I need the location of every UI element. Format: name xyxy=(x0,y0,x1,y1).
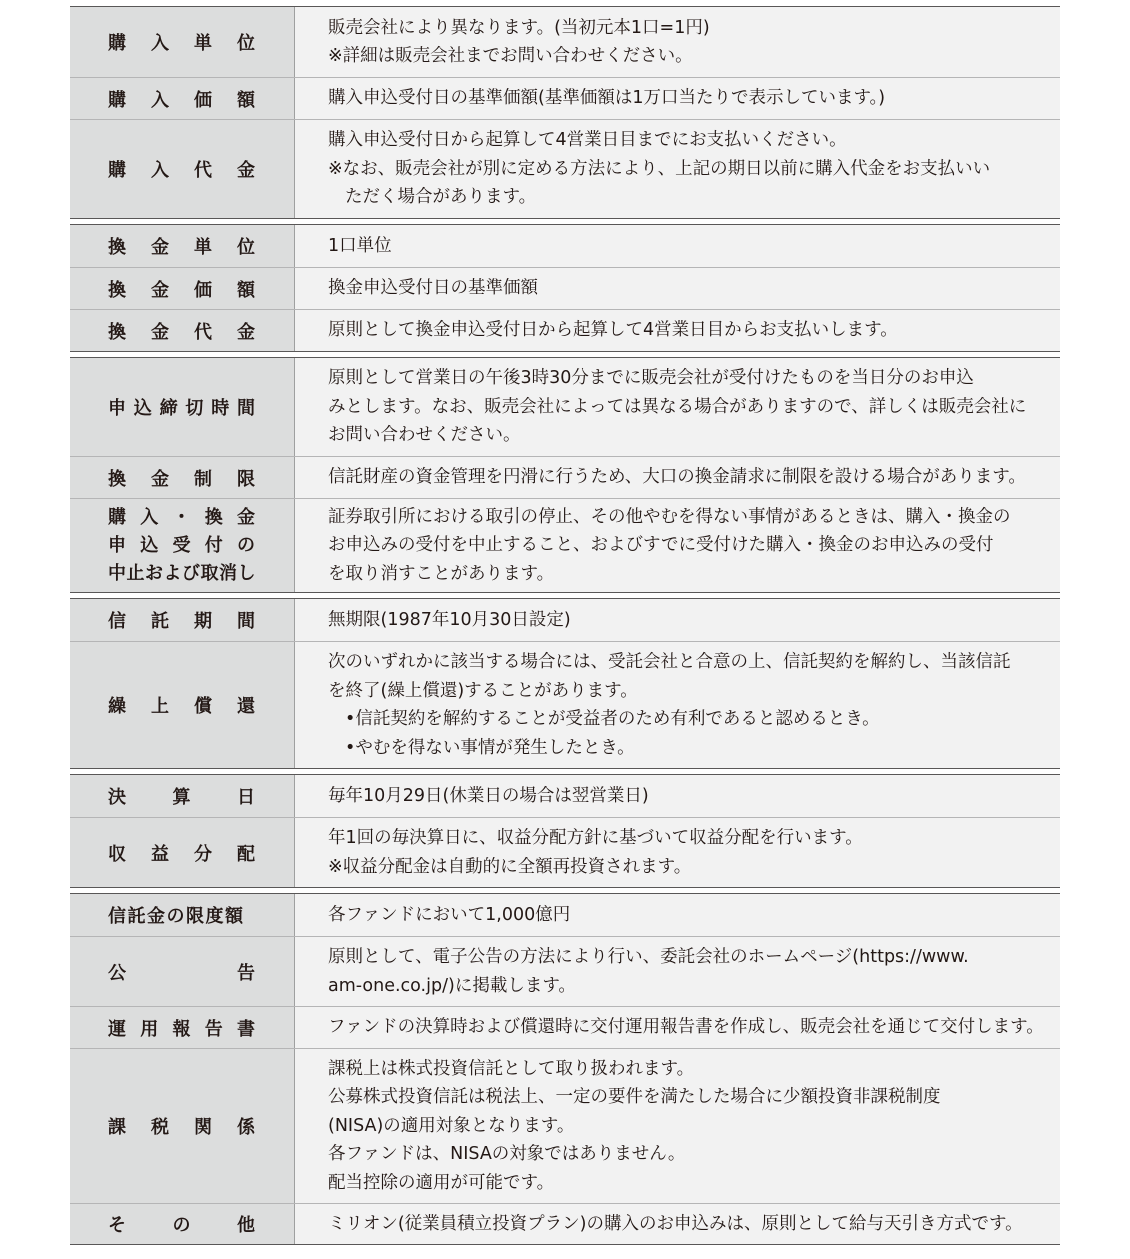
table-row xyxy=(70,309,1060,351)
row-content: 購入申込受付日の基準価額(基準価額は1万口当たりで表示しています。) xyxy=(295,78,1060,119)
row-label: 換 金 単 位 xyxy=(70,225,295,267)
row-label: 課 税 関 係 xyxy=(70,1049,295,1203)
row-content: 販売会社により異なります。(当初元本1口=1円) ※詳細は販売会社までお問い合わせください。 xyxy=(295,7,1060,77)
table-row xyxy=(70,77,1060,119)
row-label: 信 託 期 間 xyxy=(70,599,295,641)
trust-term-group xyxy=(70,598,1060,769)
table-row xyxy=(70,1006,1060,1048)
row-label: 収 益 分 配 xyxy=(70,818,295,887)
table-row xyxy=(70,775,1060,817)
table-row xyxy=(70,7,1060,77)
table-row xyxy=(70,119,1060,218)
table-row xyxy=(70,641,1060,768)
row-label: 購 入 単 位 xyxy=(70,7,295,77)
row-label: 換 金 制 限 xyxy=(70,457,295,498)
row-content: 課税上は株式投資信託として取り扱われます。 公募株式投資信託は税法上、一定の要件を満たした場合に少額投資非課税制度 (NISA)の適用対象となります。 各ファンドは、NISAの対象ではありません。 配当控除の適用が可能です。 xyxy=(295,1049,1060,1203)
row-label: 決 算 日 xyxy=(70,775,295,817)
table-row xyxy=(70,894,1060,936)
table-row xyxy=(70,267,1060,309)
row-content: 原則として換金申込受付日から起算して4営業日目からお支払いします。 xyxy=(295,310,1060,351)
row-label: 換 金 価 額 xyxy=(70,268,295,309)
fund-terms-table xyxy=(70,6,1060,1245)
row-content: 原則として、電子公告の方法により行い、委託会社のホームページ(https://www. am-one.co.jp/)に掲載します。 xyxy=(295,937,1060,1006)
row-label: 換 金 代 金 xyxy=(70,310,295,351)
other-terms-group xyxy=(70,893,1060,1245)
settlement-group xyxy=(70,774,1060,888)
row-label: 購 入 価 額 xyxy=(70,78,295,119)
row-content: ファンドの決算時および償還時に交付運用報告書を作成し、販売会社を通じて交付します。 xyxy=(295,1007,1060,1048)
row-content: ミリオン(従業員積立投資プラン)の購入のお申込みは、原則として給与天引き方式です。 xyxy=(295,1204,1060,1244)
table-row xyxy=(70,599,1060,641)
redemption-group xyxy=(70,224,1060,352)
row-label: 繰 上 償 還 xyxy=(70,642,295,768)
row-content: 信託財産の資金管理を円滑に行うため、大口の換金請求に制限を設ける場合があります。 xyxy=(295,457,1060,498)
row-content: 原則として営業日の午後3時30分までに販売会社が受付けたものを当日分のお申込 みとします。なお、販売会社によっては異なる場合がありますので、詳しくは販売会社に お問い合わせください。 xyxy=(295,358,1060,456)
table-row xyxy=(70,456,1060,498)
row-label: 公 告 xyxy=(70,937,295,1006)
row-label: 申 込 締 切 時 間 xyxy=(70,358,295,456)
row-label: 購 入 ・ 換 金 申 込 受 付 の 中止および取消し xyxy=(70,499,295,592)
row-content: 1口単位 xyxy=(295,225,1060,267)
table-row xyxy=(70,498,1060,592)
table-row xyxy=(70,936,1060,1006)
table-row xyxy=(70,1048,1060,1203)
row-label: そ の 他 xyxy=(70,1204,295,1244)
row-content: 年1回の毎決算日に、収益分配方針に基づいて収益分配を行います。 ※収益分配金は自動的に全額再投資されます。 xyxy=(295,818,1060,887)
table-row xyxy=(70,1203,1060,1244)
row-label: 信託金の限度額 xyxy=(70,894,295,936)
row-content: 証券取引所における取引の停止、その他やむを得ない事情があるときは、購入・換金の お申込みの受付を中止すること、およびすでに受付けた購入・換金のお申込みの受付 を取り消すことがあります。 xyxy=(295,499,1060,592)
application-group xyxy=(70,357,1060,593)
row-content: 無期限(1987年10月30日設定) xyxy=(295,599,1060,641)
purchase-group xyxy=(70,6,1060,219)
row-content: 毎年10月29日(休業日の場合は翌営業日) xyxy=(295,775,1060,817)
row-content: 換金申込受付日の基準価額 xyxy=(295,268,1060,309)
row-label: 運 用 報 告 書 xyxy=(70,1007,295,1048)
table-row xyxy=(70,225,1060,267)
table-row xyxy=(70,817,1060,887)
row-content: 購入申込受付日から起算して4営業日目までにお支払いください。 ※なお、販売会社が別に定める方法により、上記の期日以前に購入代金をお支払いい ただく場合があります。 xyxy=(295,120,1060,218)
row-content: 次のいずれかに該当する場合には、受託会社と合意の上、信託契約を解約し、当該信託 を終了(繰上償還)することがあります。 •信託契約を解約することが受益者のため有利であると認めるとき。 •やむを得ない事情が発生したとき。 xyxy=(295,642,1060,768)
row-content: 各ファンドにおいて1,000億円 xyxy=(295,894,1060,936)
table-row xyxy=(70,358,1060,456)
row-label: 購 入 代 金 xyxy=(70,120,295,218)
